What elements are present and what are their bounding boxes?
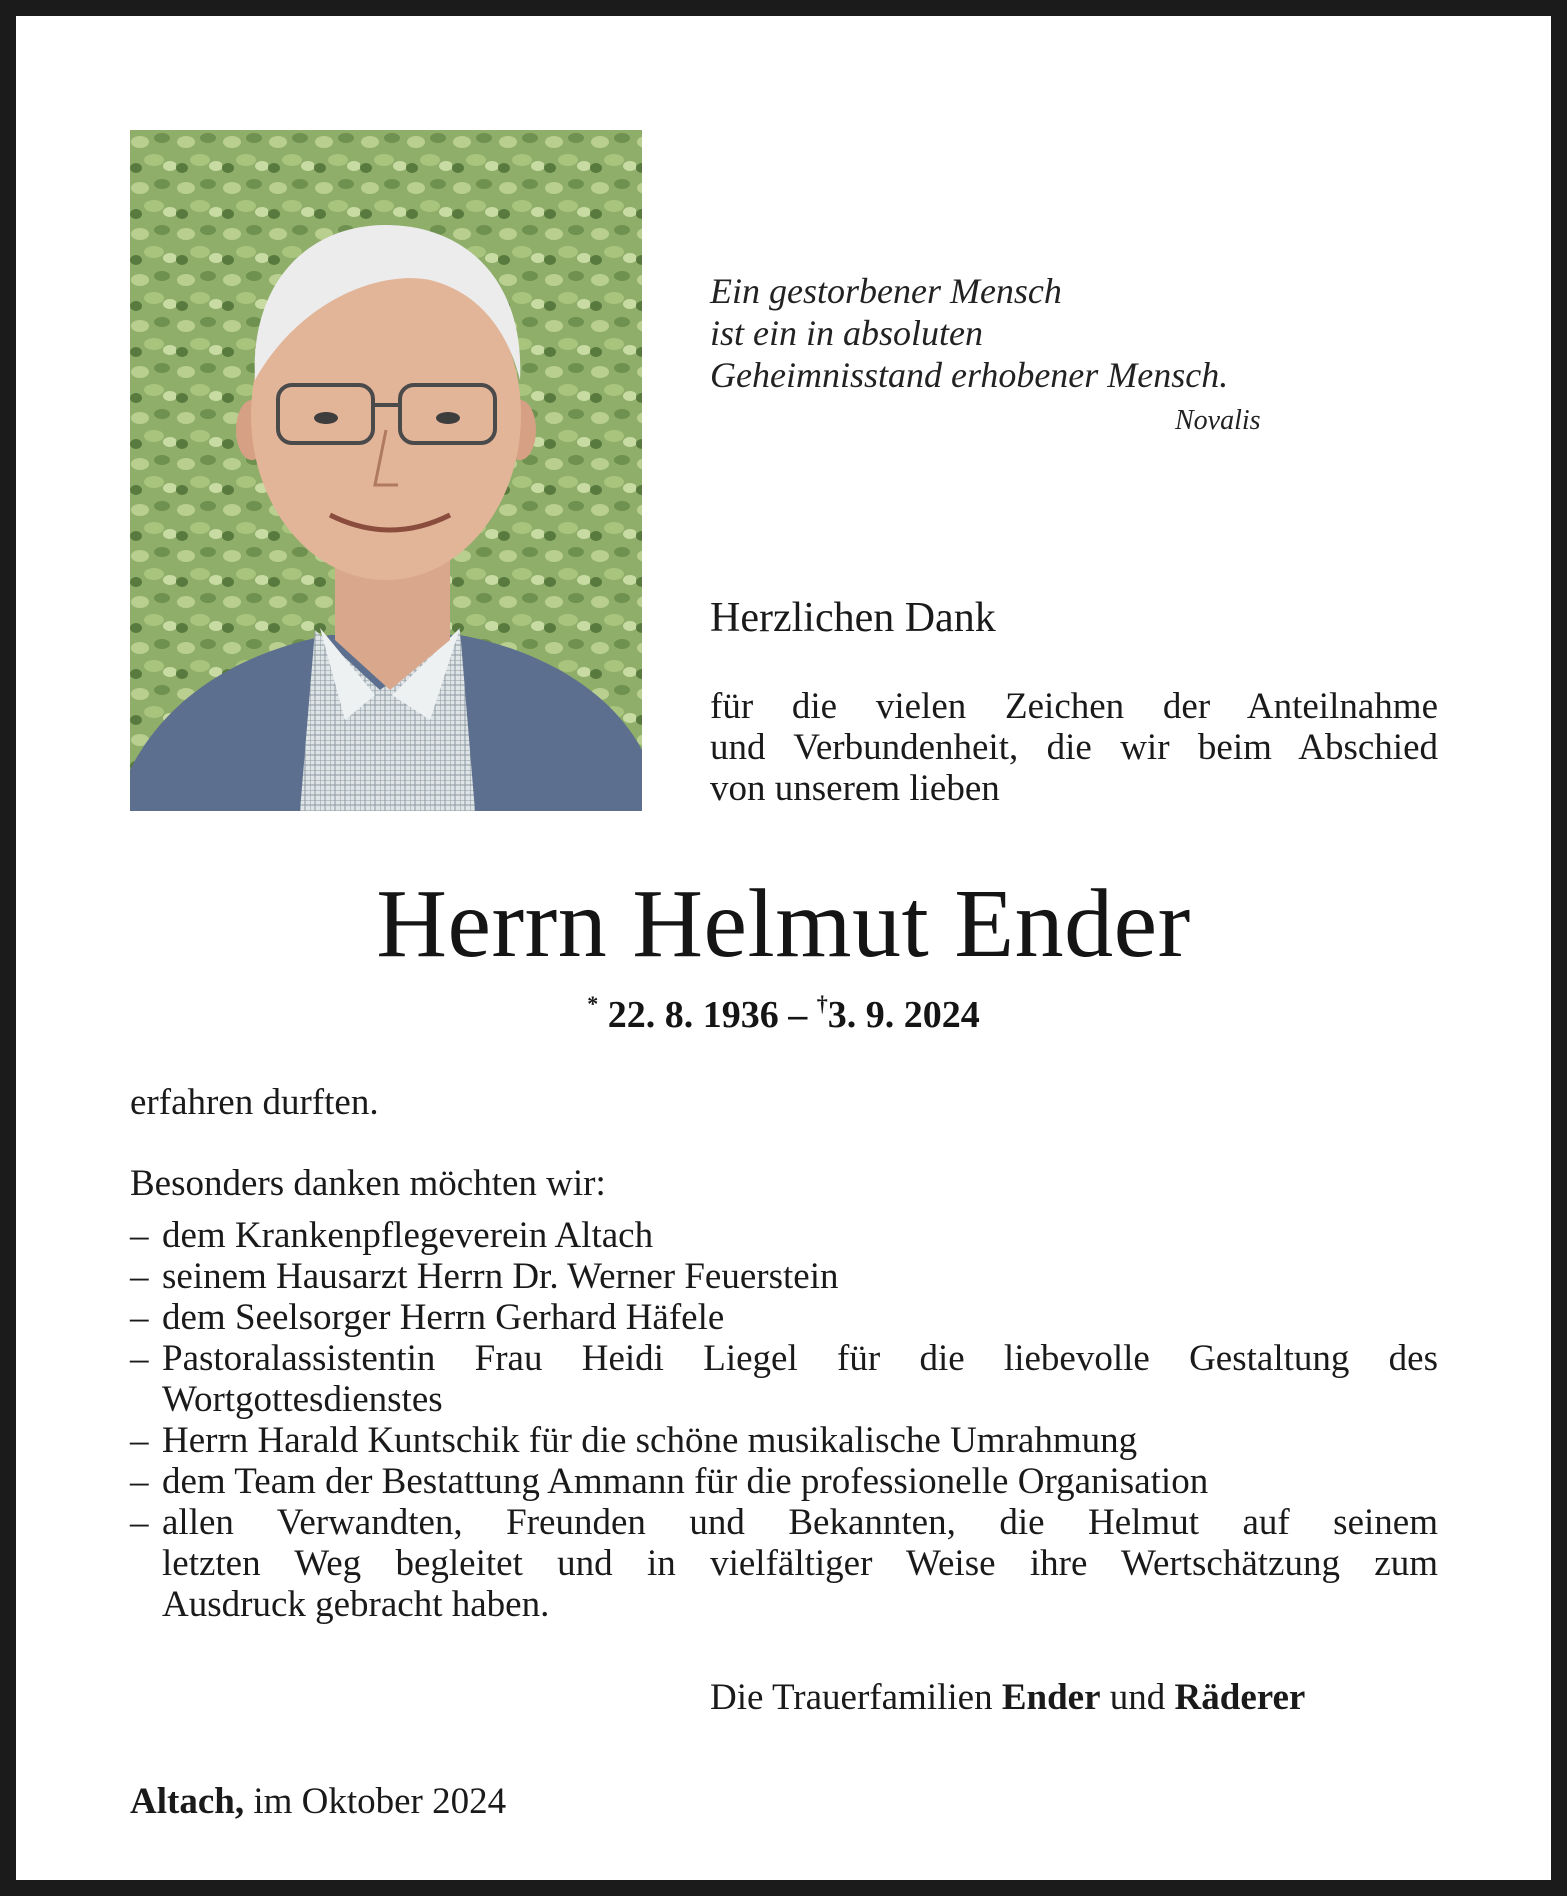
closing-line: erfahren durften. [130, 1082, 379, 1123]
quote-line: ist ein in absoluten [710, 313, 983, 353]
death-symbol: † [816, 991, 828, 1017]
list-item-text: dem Seelsorger Herrn Gerhard Häfele [162, 1297, 725, 1338]
quote-line: Ein gestorbener Mensch [710, 271, 1062, 311]
family-name-raederer: Räderer [1174, 1677, 1306, 1718]
list-item [130, 1502, 1438, 1625]
dash-bullet: – [130, 1461, 149, 1502]
portrait-image [130, 130, 642, 811]
list-item [130, 1215, 1438, 1256]
deceased-name: Herrn Helmut Ender [376, 870, 1191, 978]
list-item-text: Ausdruck gebracht haben. [162, 1584, 550, 1625]
list-item [130, 1461, 1438, 1502]
list-item-text: dem Team der Bestattung Ammann für die professionelle Organisation [162, 1461, 1209, 1502]
list-item-text: Pastoralassistentin Frau Heidi Liegel für die liebevolle Gestaltung des [162, 1338, 1438, 1379]
quote-author: Novalis [1175, 405, 1261, 436]
list-item [130, 1338, 1438, 1420]
list-item-text: dem Krankenpflegeverein Altach [162, 1215, 654, 1256]
place-name: Altach, [130, 1781, 245, 1822]
list-item-text: letzten Weg begleitet und in vielfältiger Weise ihre Wertschätzung zum [162, 1543, 1438, 1584]
dash-bullet: – [130, 1502, 149, 1543]
list-item-text: seinem Hausarzt Herrn Dr. Werner Feuerstein [162, 1256, 839, 1297]
date-separator: – [788, 994, 808, 1036]
list-item [130, 1297, 1438, 1338]
list-item [130, 1256, 1438, 1297]
dash-bullet: – [130, 1420, 149, 1461]
special-thanks-list [130, 1215, 1438, 1625]
place-and-date [130, 1780, 506, 1823]
memorial-quote [710, 270, 1228, 396]
thanks-line: von unserem lieben [710, 768, 1000, 809]
signature-conjunction: und [1109, 1677, 1166, 1718]
birth-date: 22. 8. 1936 [607, 994, 779, 1036]
signature-prefix: Die Trauerfamilien [710, 1677, 993, 1718]
thanks-text [710, 686, 1438, 809]
list-item-text: allen Verwandten, Freunden und Bekannten, die Helmut auf seinem [162, 1502, 1438, 1543]
life-dates [0, 993, 1567, 1037]
list-item-text: Herrn Harald Kuntschik für die schöne musikalische Umrahmung [162, 1420, 1138, 1461]
dash-bullet: – [130, 1256, 149, 1297]
list-item-text: Wortgottesdienstes [162, 1379, 443, 1420]
thanks-line: und Verbundenheit, die wir beim Abschied [710, 727, 1438, 768]
list-item [130, 1420, 1438, 1461]
thanks-heading: Herzlichen Dank [710, 595, 996, 641]
portrait-photo [130, 130, 642, 811]
dash-bullet: – [130, 1338, 149, 1379]
birth-symbol: * [587, 991, 599, 1017]
thanks-line: für die vielen Zeichen der Anteilnahme [710, 686, 1438, 727]
family-signature [710, 1676, 1305, 1719]
special-thanks-intro: Besonders danken möchten wir: [130, 1163, 606, 1204]
death-date: 3. 9. 2024 [827, 994, 980, 1036]
dash-bullet: – [130, 1215, 149, 1256]
quote-line: Geheimnisstand erhobener Mensch. [710, 355, 1229, 395]
family-name-ender: Ender [1001, 1677, 1101, 1718]
dash-bullet: – [130, 1297, 149, 1338]
date-text: im Oktober 2024 [253, 1781, 507, 1822]
